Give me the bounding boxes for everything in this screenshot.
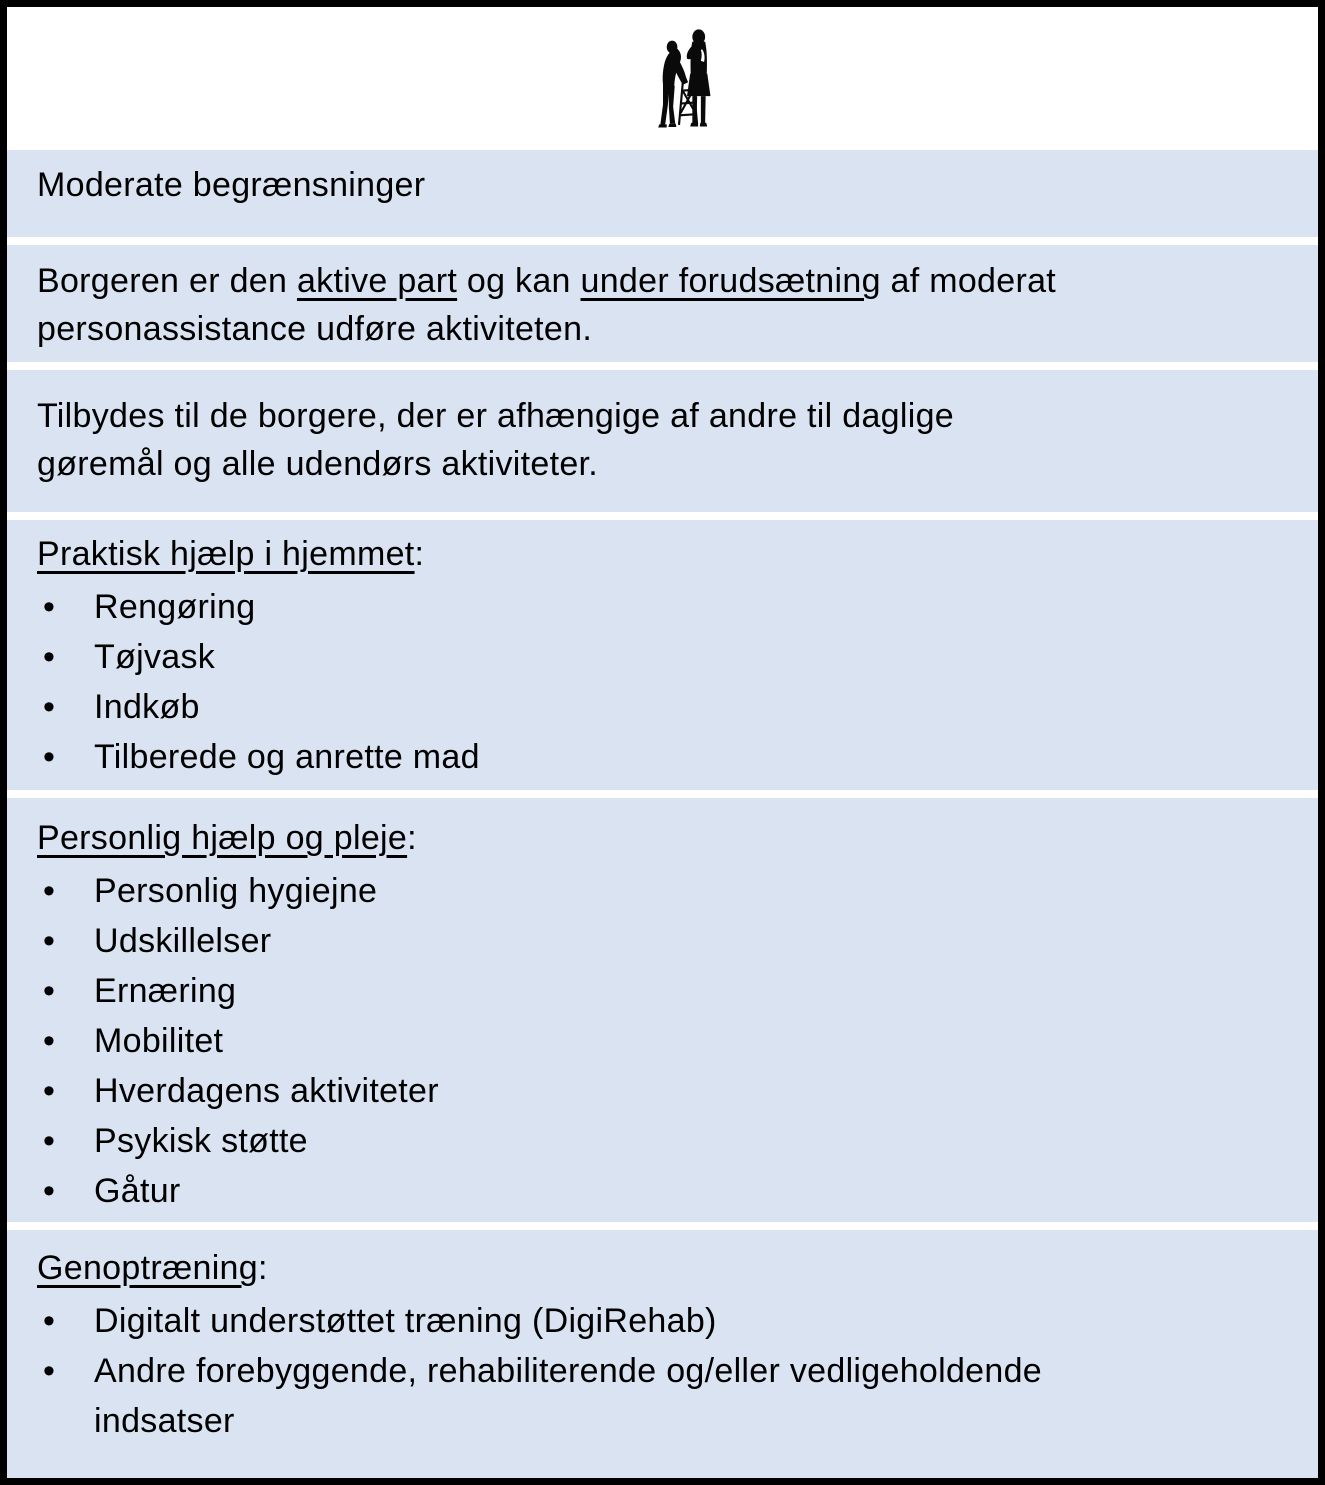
intro-underline-under-forudsaetning: under forudsætning (580, 262, 881, 300)
section-heading-colon: : (257, 1249, 268, 1287)
audience-text-line2: gøremål og alle udendørs aktiviteter. (37, 445, 599, 483)
caregiver-elderly-walker-icon (655, 24, 719, 134)
bullet-icon: • (43, 922, 56, 960)
bullet-icon: • (43, 588, 56, 626)
bullet-icon: • (43, 688, 56, 726)
intro-text-2: og kan (457, 262, 581, 300)
list-item (37, 1346, 1292, 1446)
section-heading-colon: : (407, 819, 417, 857)
section-praktisk-hjaelp (7, 520, 1318, 790)
bullet-list-genoptraening (37, 1296, 1292, 1446)
list-item (37, 582, 1292, 632)
caregiver-silhouette (686, 29, 710, 126)
icon-header-row (7, 7, 1318, 150)
list-item-text: Personlig hygiejne (94, 872, 378, 910)
list-item (37, 632, 1292, 682)
intro-row (7, 245, 1318, 362)
audience-row (7, 370, 1318, 512)
title-row (7, 150, 1318, 237)
list-item-text: Udskillelser (94, 922, 272, 960)
intro-text-line2: personassistance udføre aktiviteten. (37, 310, 593, 348)
list-item-text: Indkøb (94, 688, 200, 726)
list-item (37, 966, 1292, 1016)
bullet-icon: • (43, 1172, 56, 1210)
list-item-text: Rengøring (94, 588, 256, 626)
list-item-text: Tilberede og anrette mad (94, 738, 480, 776)
section-genoptraening (7, 1230, 1318, 1480)
bullet-icon: • (43, 738, 56, 776)
bullet-list-praktisk (37, 582, 1292, 782)
bullet-list-personlig (37, 866, 1292, 1216)
list-item (37, 1016, 1292, 1066)
list-item-text: Psykisk støtte (94, 1122, 308, 1160)
section-heading-personlig (37, 814, 1292, 862)
bullet-icon: • (43, 638, 56, 676)
section-heading-colon: : (414, 535, 425, 573)
intro-text-1: Borgeren er den (37, 262, 297, 300)
intro-paragraph (37, 257, 1292, 353)
bullet-icon: • (43, 1022, 56, 1060)
bullet-icon: • (43, 1302, 56, 1340)
list-item (37, 732, 1292, 782)
bullet-icon: • (43, 972, 56, 1010)
audience-text-line1: Tilbydes til de borgere, der er afhængige af andre til daglige (37, 397, 954, 435)
list-item-text: Digitalt understøttet træning (DigiRehab) (94, 1302, 717, 1340)
list-item (37, 916, 1292, 966)
intro-underline-aktive-part: aktive part (296, 262, 458, 300)
intro-text-3: af moderat (880, 262, 1057, 300)
list-item (37, 1116, 1292, 1166)
section-heading-text: Genoptræning (37, 1249, 258, 1287)
list-item-text: Ernæring (94, 972, 237, 1010)
section-personlig-hjaelp (7, 798, 1318, 1222)
section-heading-text: Praktisk hjælp i hjemmet (37, 535, 415, 573)
section-heading-praktisk (37, 530, 1292, 578)
card-title: Moderate begrænsninger (37, 166, 426, 204)
list-item-text: Tøjvask (94, 638, 216, 676)
bullet-icon: • (43, 872, 56, 910)
list-item (37, 682, 1292, 732)
list-item-text: Andre forebyggende, rehabiliterende og/eller vedligeholdende indsatser (94, 1352, 1043, 1440)
list-item-text: Gåtur (94, 1172, 181, 1210)
bullet-icon: • (43, 1122, 56, 1160)
audience-paragraph (37, 392, 1292, 488)
section-heading-genoptraening (37, 1244, 1292, 1292)
section-heading-text: Personlig hjælp og pleje (37, 819, 408, 857)
list-item-text: Hverdagens aktiviteter (94, 1072, 439, 1110)
bullet-icon: • (43, 1072, 56, 1110)
list-item (37, 866, 1292, 916)
list-item (37, 1296, 1292, 1346)
list-item (37, 1166, 1292, 1216)
bullet-icon: • (43, 1352, 56, 1390)
list-item (37, 1066, 1292, 1116)
list-item-text: Mobilitet (94, 1022, 224, 1060)
